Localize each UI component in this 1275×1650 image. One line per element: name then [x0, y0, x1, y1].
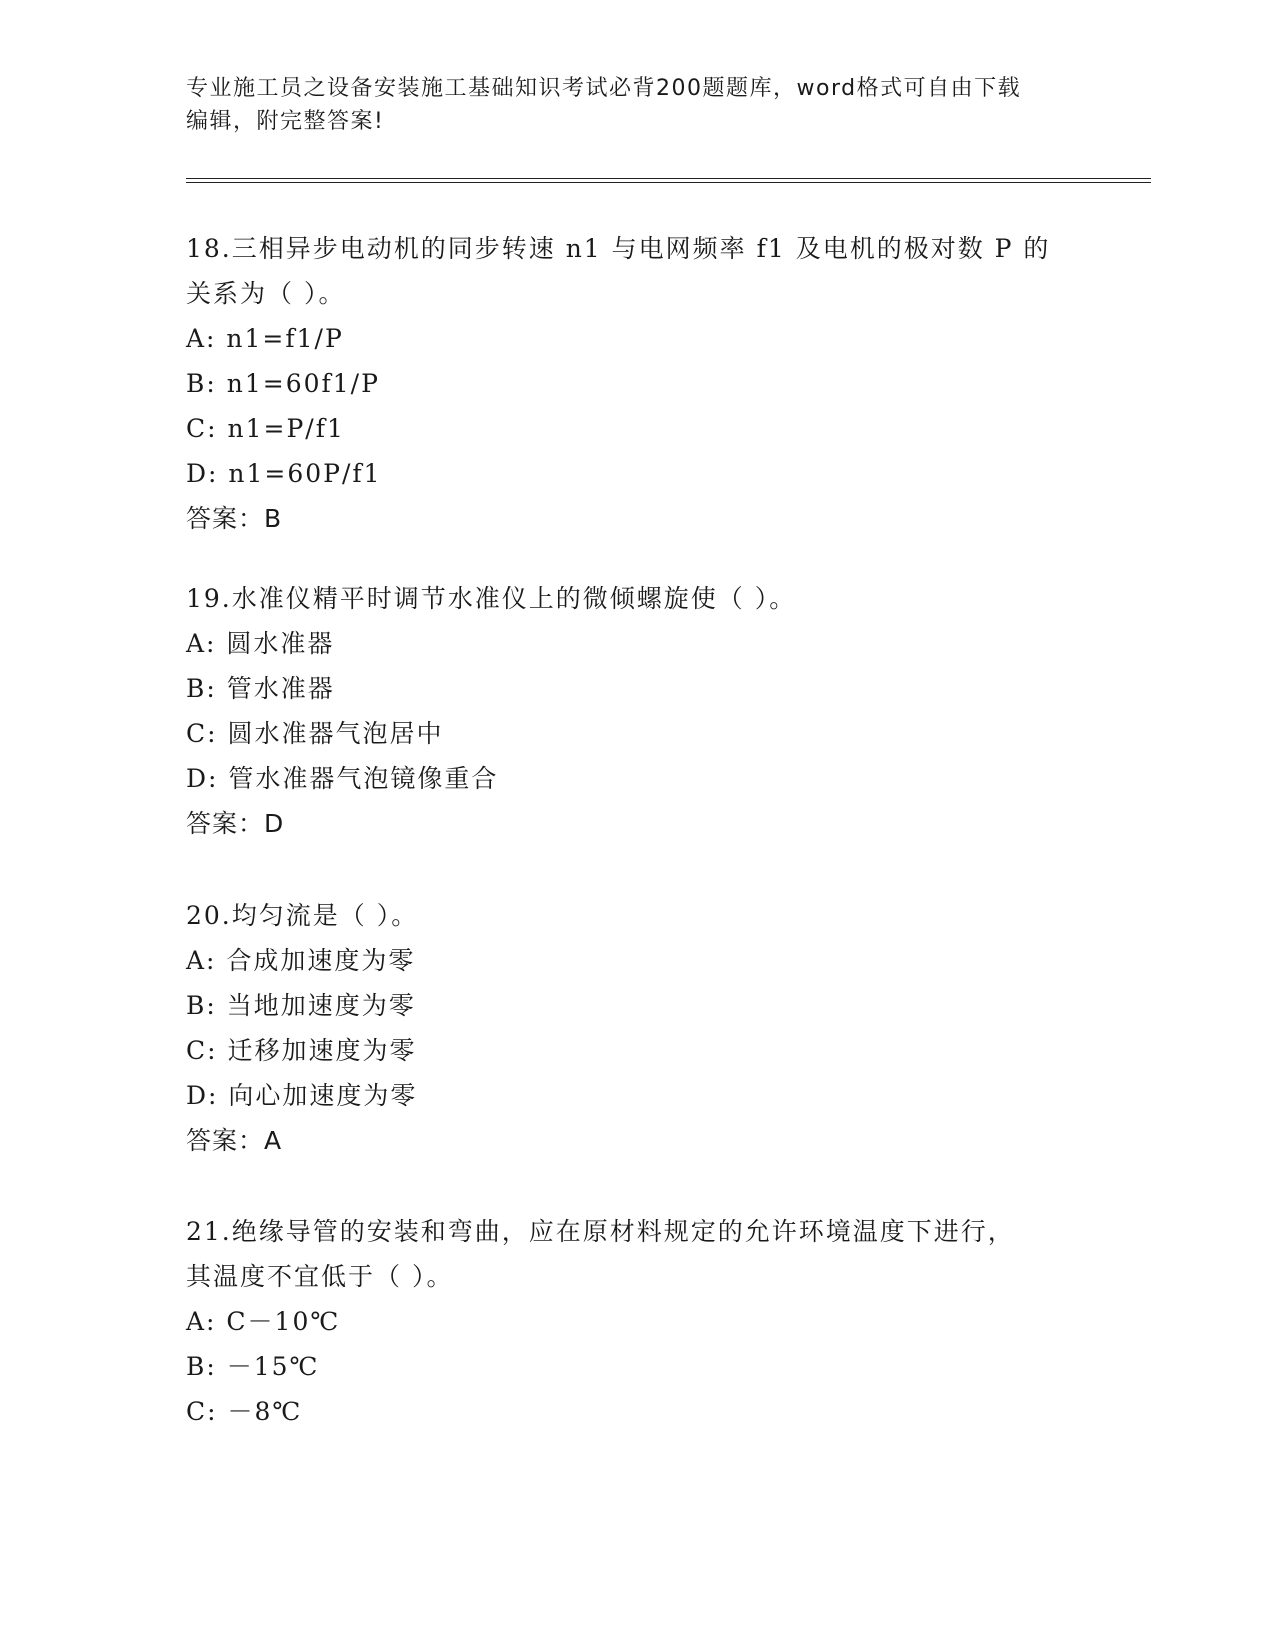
question-text: 21.绝缘导管的安装和弯曲，应在原材料规定的允许环境温度下进行，	[186, 1217, 1015, 1246]
option-a: A: 合成加速度为零	[186, 946, 416, 975]
option-a: A: 圆水准器	[186, 629, 335, 658]
option-b: B: －15℃	[186, 1352, 320, 1381]
option-a: A: C－10℃	[186, 1307, 341, 1336]
question-19	[186, 576, 1086, 846]
answer: 答案：A	[186, 1126, 283, 1155]
question-18	[186, 226, 1086, 541]
header-divider-bottom	[186, 182, 1151, 183]
option-c: C: －8℃	[186, 1397, 303, 1426]
question-text: 19.水准仪精平时调节水准仪上的微倾螺旋使（ ）。	[186, 584, 797, 613]
question-text-cont: 其温度不宜低于（ ）。	[186, 1262, 454, 1291]
header-line-2: 编辑，附完整答案!	[186, 109, 385, 134]
answer: 答案：B	[186, 504, 283, 533]
option-b: B: n1=60f1/P	[186, 369, 380, 398]
option-b: B: 当地加速度为零	[186, 991, 416, 1020]
option-a: A: n1=f1/P	[186, 324, 344, 353]
option-d: D: 管水准器气泡镜像重合	[186, 764, 499, 793]
question-text: 18.三相异步电动机的同步转速 n1 与电网频率 f1 及电机的极对数 P 的	[186, 234, 1051, 263]
question-text: 20.均匀流是（ ）。	[186, 901, 419, 930]
option-c: C: 迁移加速度为零	[186, 1036, 417, 1065]
question-text-cont: 关系为（ ）。	[186, 279, 346, 308]
header-divider-top	[186, 178, 1151, 179]
option-c: C: 圆水准器气泡居中	[186, 719, 444, 748]
question-21	[186, 1209, 1086, 1434]
document-header	[186, 72, 1066, 138]
option-d: D: 向心加速度为零	[186, 1081, 418, 1110]
answer: 答案：D	[186, 809, 285, 838]
header-line-1: 专业施工员之设备安装施工基础知识考试必背200题题库，word格式可自由下载	[186, 76, 1022, 101]
question-20	[186, 893, 1086, 1163]
option-b: B: 管水准器	[186, 674, 335, 703]
option-c: C: n1=P/f1	[186, 414, 345, 443]
option-d: D: n1=60P/f1	[186, 459, 382, 488]
